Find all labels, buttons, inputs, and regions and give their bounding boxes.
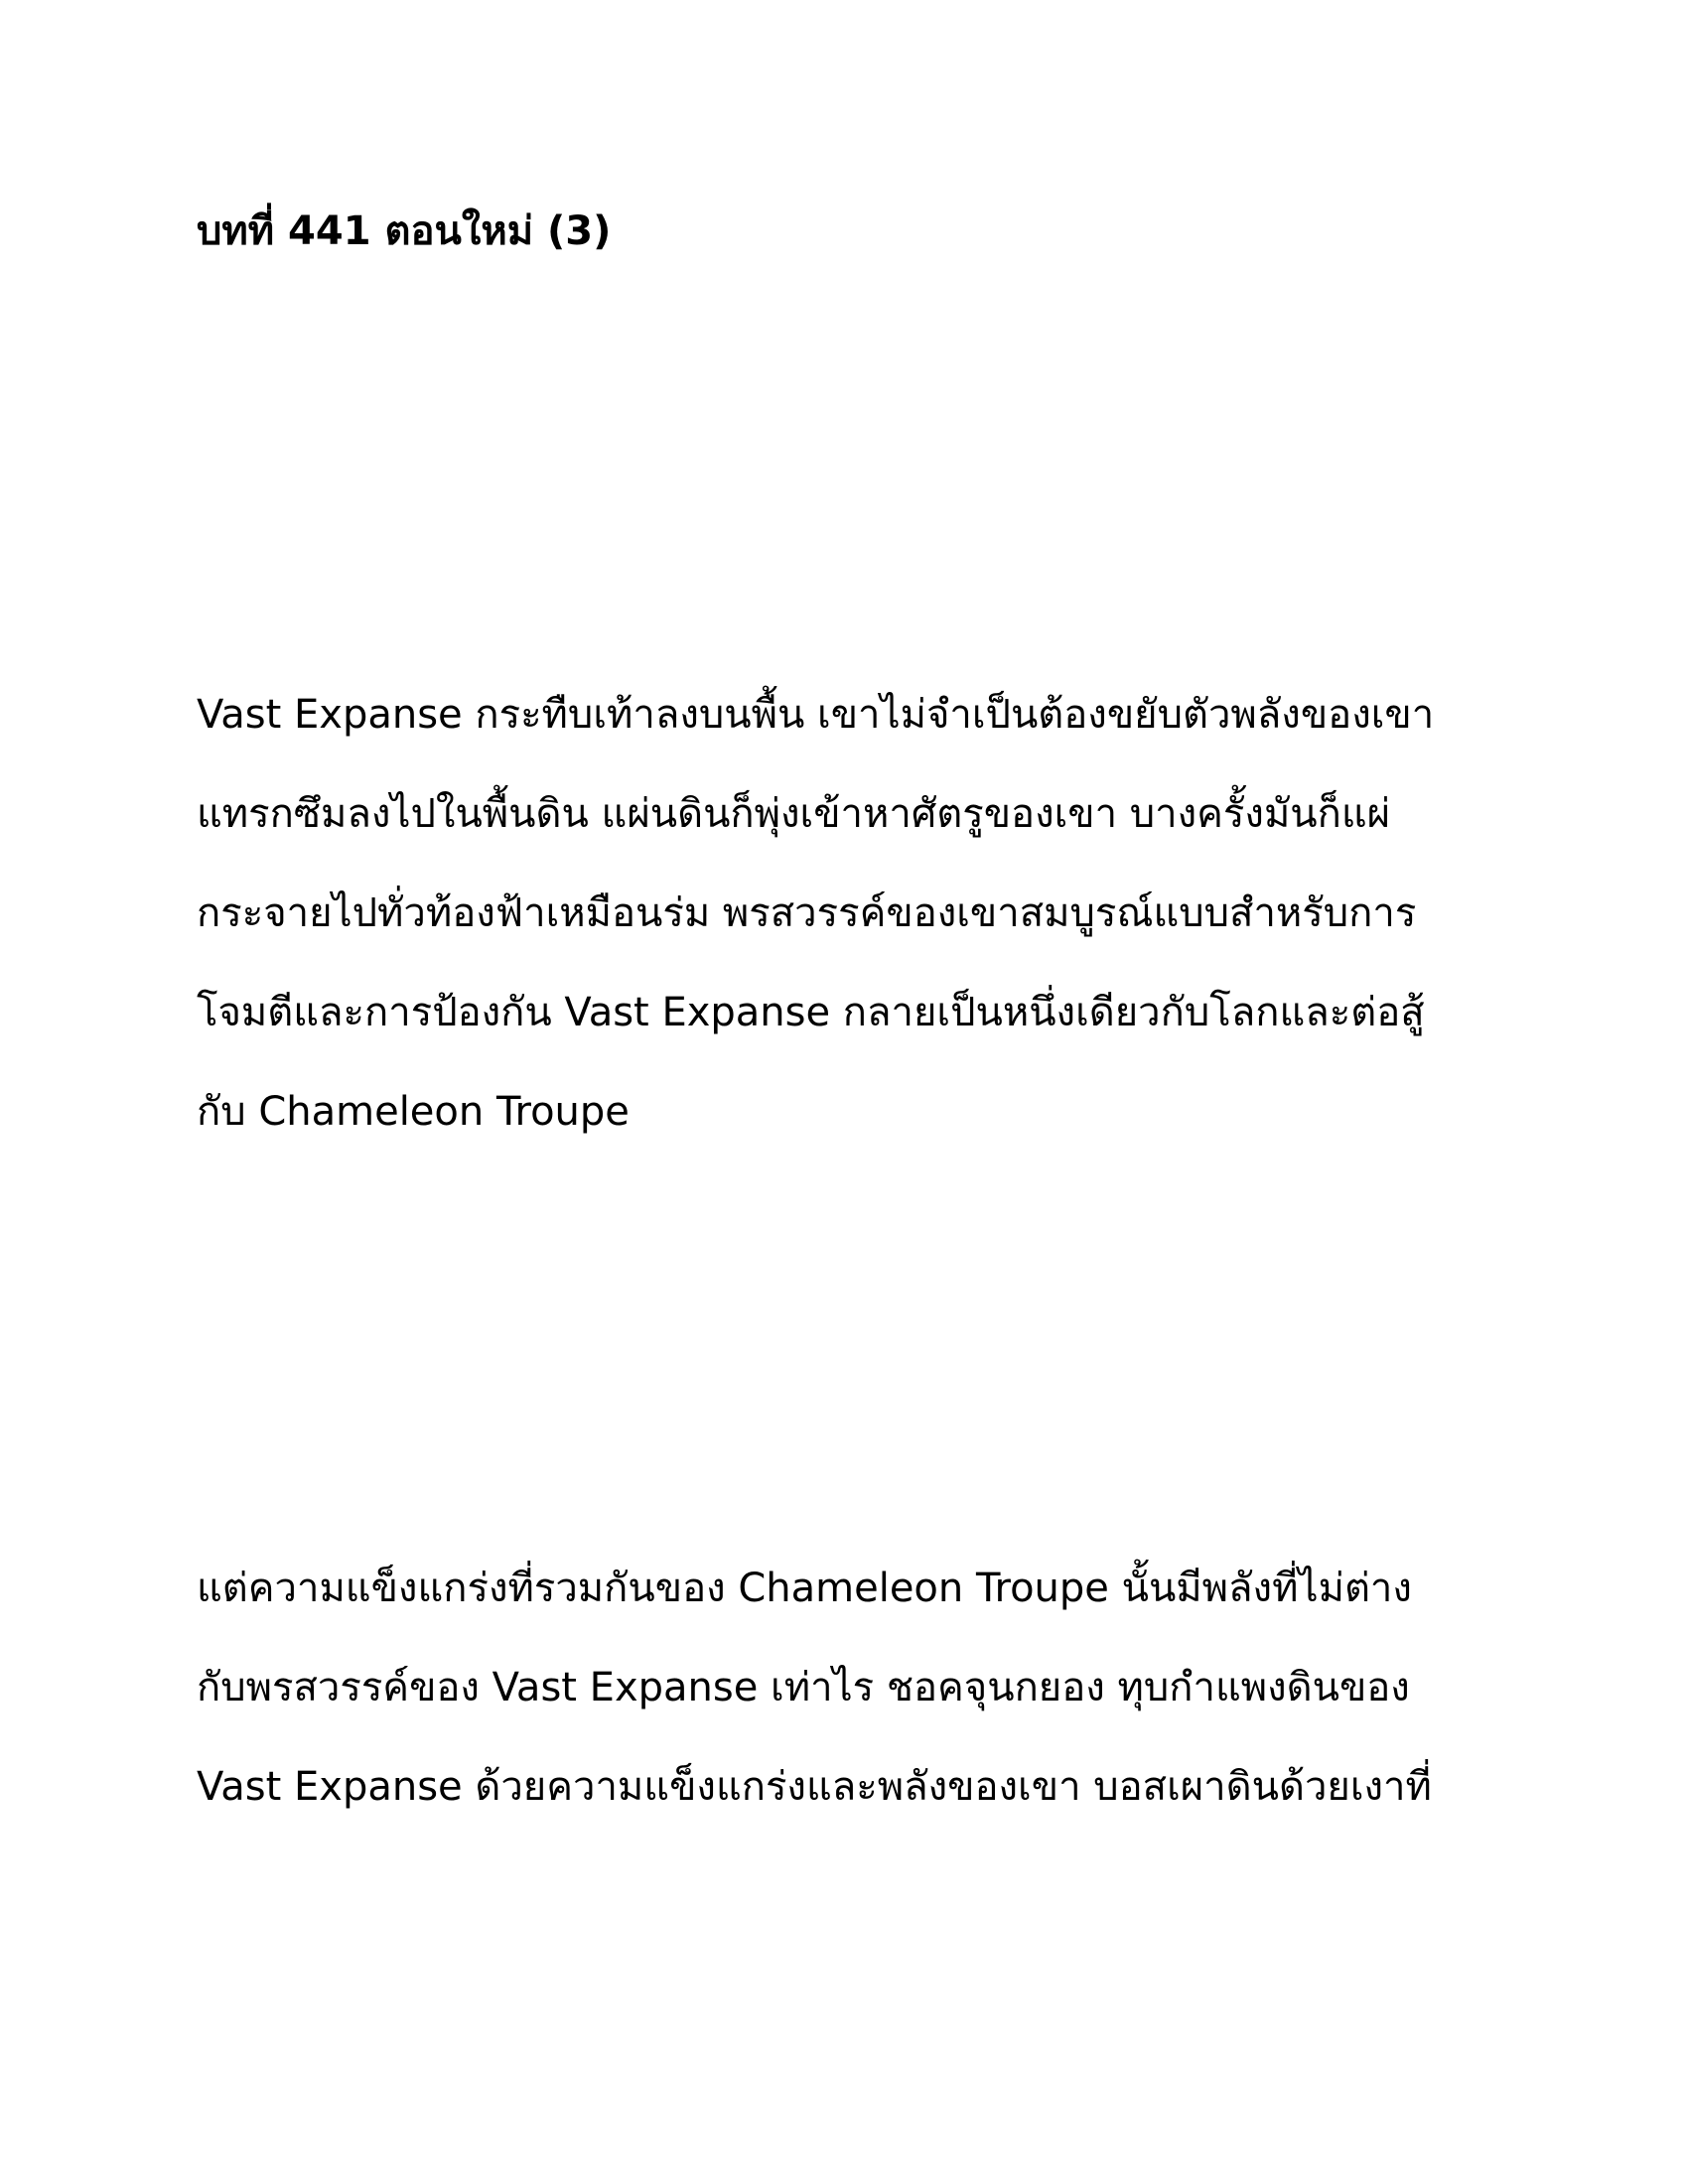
paragraph-line: แต่ความแข็งแกร่งที่รวมกันของ Chameleon Troupe นั้นมีพลังที่ไม่ต่าง [197, 1566, 1412, 1611]
paragraph-line: Vast Expanse ด้วยความแข็งแกร่งและพลังของเขา บอสเผาดินด้วยเงาที่ [197, 1764, 1432, 1810]
paragraph-line: กับพรสวรรค์ของ Vast Expanse เท่าไร ชอคจุนกยอง ทุบกำแพงดินของ [197, 1665, 1410, 1710]
paragraph-1 [197, 665, 1434, 1161]
paragraph-line: กระจายไปทั่วท้องฟ้าเหมือนร่ม พรสวรรค์ของเขาสมบูรณ์แบบสำหรับการ [197, 890, 1417, 936]
chapter-title: บทที่ 441 ตอนใหม่ (3) [197, 208, 612, 254]
paragraph-line: แทรกซึมลงไปในพื้นดิน แผ่นดินก็พุ่งเข้าหาศัตรูของเขา บางครั้งมันก็แผ่ [197, 791, 1391, 837]
paragraph-2 [197, 1539, 1432, 1837]
paragraph-line: กับ Chameleon Troupe [197, 1089, 630, 1135]
paragraph-line: Vast Expanse กระทืบเท้าลงบนพื้น เขาไม่จำเป็นต้องขยับตัวพลังของเขา [197, 692, 1435, 738]
paragraph-line: โจมตีและการป้องกัน Vast Expanse กลายเป็นหนึ่งเดียวกับโลกและต่อสู้ [197, 990, 1425, 1035]
